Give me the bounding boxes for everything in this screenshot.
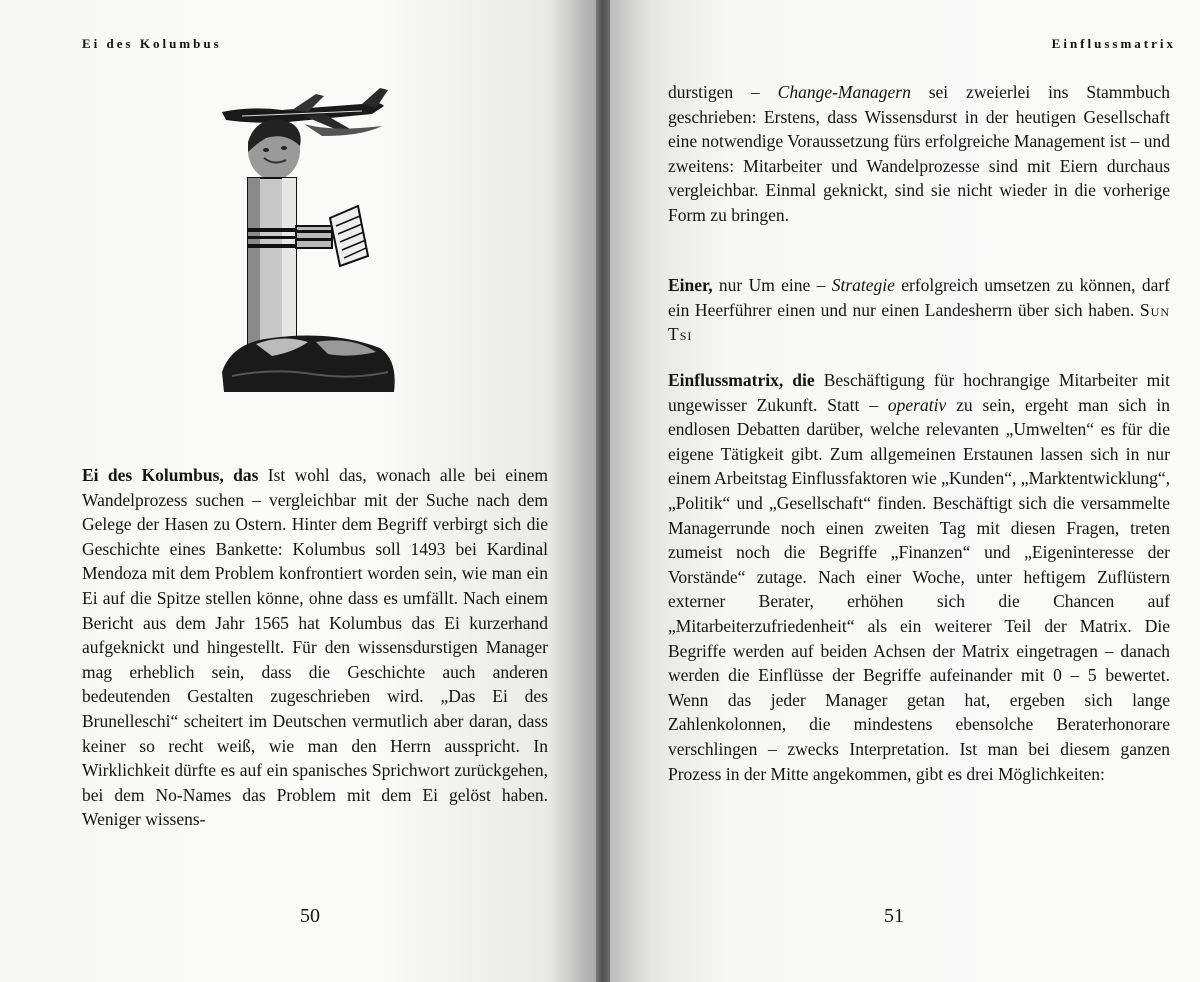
- entry-einflussmatrix: [668, 368, 1170, 786]
- headword-einer: Einer,: [668, 275, 713, 295]
- right-page: [610, 0, 1200, 982]
- entry-text: zu sein, ergeht man sich in endlosen Debatten darüber, welche relevanten „Umwelten“ es für die eigene Tätigkeit gibt. Zum allgemeinen Erstaunen lassen sich in nur einem Arbeitstag Einflussfaktoren wie „Kunden“, „Marktentwicklung“, „Politik“ und „Gesellschaft“ finden. Beschäftigt sich die versammelte Managerrunde noch einen zweiten Tag mit diesen Fragen, treten zumeist noch die Begriffe „Finanzen“ und „Eigeninteresse der Vorstände“ zutage. Nach einer Woche, unter heftigem Zuflüstern externer Berater, erhöhen sich die Chancen auf „Mitarbeiterzufriedenheit“ als ein weiterer Teil der Matrix. Die Begriffe werden auf beiden Achsen der Matrix eingetragen – danach werden die Einflüsse der Begriffe aufeinander mit 0 – 5 bewertet. Wenn das jeder Manager getan hat, ergeben sich lange Zahlenkolonnen, die mindestens ebensolche Beraterhonorare verschlingen – zwecks Interpretation. Ist man bei diesem ganzen Prozess in der Mitte angekommen, gibt es drei Möglichkeiten:: [668, 394, 1171, 784]
- quote-author: Sun Tsi: [668, 299, 1170, 345]
- entry-ei-des-kolumbus: [82, 463, 548, 832]
- entry-text: sei zweierlei ins Stammbuch geschrieben: Erstens, dass Wissensdurst in der heutigen Gesellschaft eine notwendige Voraussetzung fürs erfolgreiche Management ist – und zweitens: Mitarbeiter und Wandelprozesse sind mit Eiern durchaus vergleichbar. Einmal geknickt, sind sie nicht wieder in die vorherige Form zu bringen.: [668, 82, 1170, 225]
- ground-base-icon: [222, 336, 395, 392]
- airplane-icon: [222, 88, 388, 136]
- headword-ei-des-kolumbus: Ei des Kolumbus, das: [82, 465, 259, 485]
- cross-reference: operativ: [887, 394, 947, 415]
- entry-continuation: [668, 80, 1170, 228]
- entry-body: Ist wohl das, wonach alle bei einem Wandelprozess suchen – vergleichbar mit der Suche nach dem Gelege der Hasen zu Ostern. Hinter dem Begriff verbirgt sich die Geschichte eines Bankette: Kolumbus soll 1493 bei Kardinal Mendoza mit dem Problem konfrontiert worden sein, wie man ein Ei auf die Spitze stellen könne, ohne dass es umfällt. Nach einem Bericht aus dem Jahr 1565 hat Kolumbus das Ei kurzerhand aufgeknickt und hingestellt. Für den wissensdurstigen Manager mag erheblich sein, dass die Geschichte auch anderen bedeutenden Gestalten zugeschrieben wird. „Das Ei des Brunelleschi“ scheitert im Deutschen vermutlich aber daran, dass keiner so recht weiß, wie man den Herrn ausspricht. In Wirklichkeit dürfte es auf ein spanisches Sprichwort zurückgehen, bei dem No-Names das Problem mit dem Ei gelöst haben. Weniger wissens-: [82, 465, 548, 830]
- headword-einflussmatrix: Einflussmatrix, die: [668, 370, 815, 390]
- column-body-icon: [248, 178, 368, 354]
- running-head-right: Einflussmatrix: [1051, 36, 1176, 51]
- cross-reference: Change-Managern: [777, 82, 911, 102]
- collage-illustration-icon: [212, 80, 412, 398]
- head-icon: [248, 119, 301, 180]
- cross-reference: Strategie: [831, 275, 895, 295]
- page-number-left: 50: [300, 905, 320, 927]
- entry-text: durstigen –: [668, 82, 778, 102]
- page-number-right: 51: [884, 905, 904, 927]
- entry-text: erfolgreich umsetzen zu können, darf ein Heerführer einen und nur einen Landesherrn über sich haben.: [668, 275, 1170, 320]
- entry-einer: [668, 273, 1170, 347]
- entry-text: Beschäftigung für hochrangige Mitarbeiter mit ungewisser Zukunft. Statt –: [668, 370, 1170, 415]
- left-page: [0, 0, 596, 982]
- entry-text: nur Um eine –: [712, 275, 832, 295]
- running-head-left: Ei des Kolumbus: [82, 36, 222, 51]
- book-gutter: [596, 0, 610, 982]
